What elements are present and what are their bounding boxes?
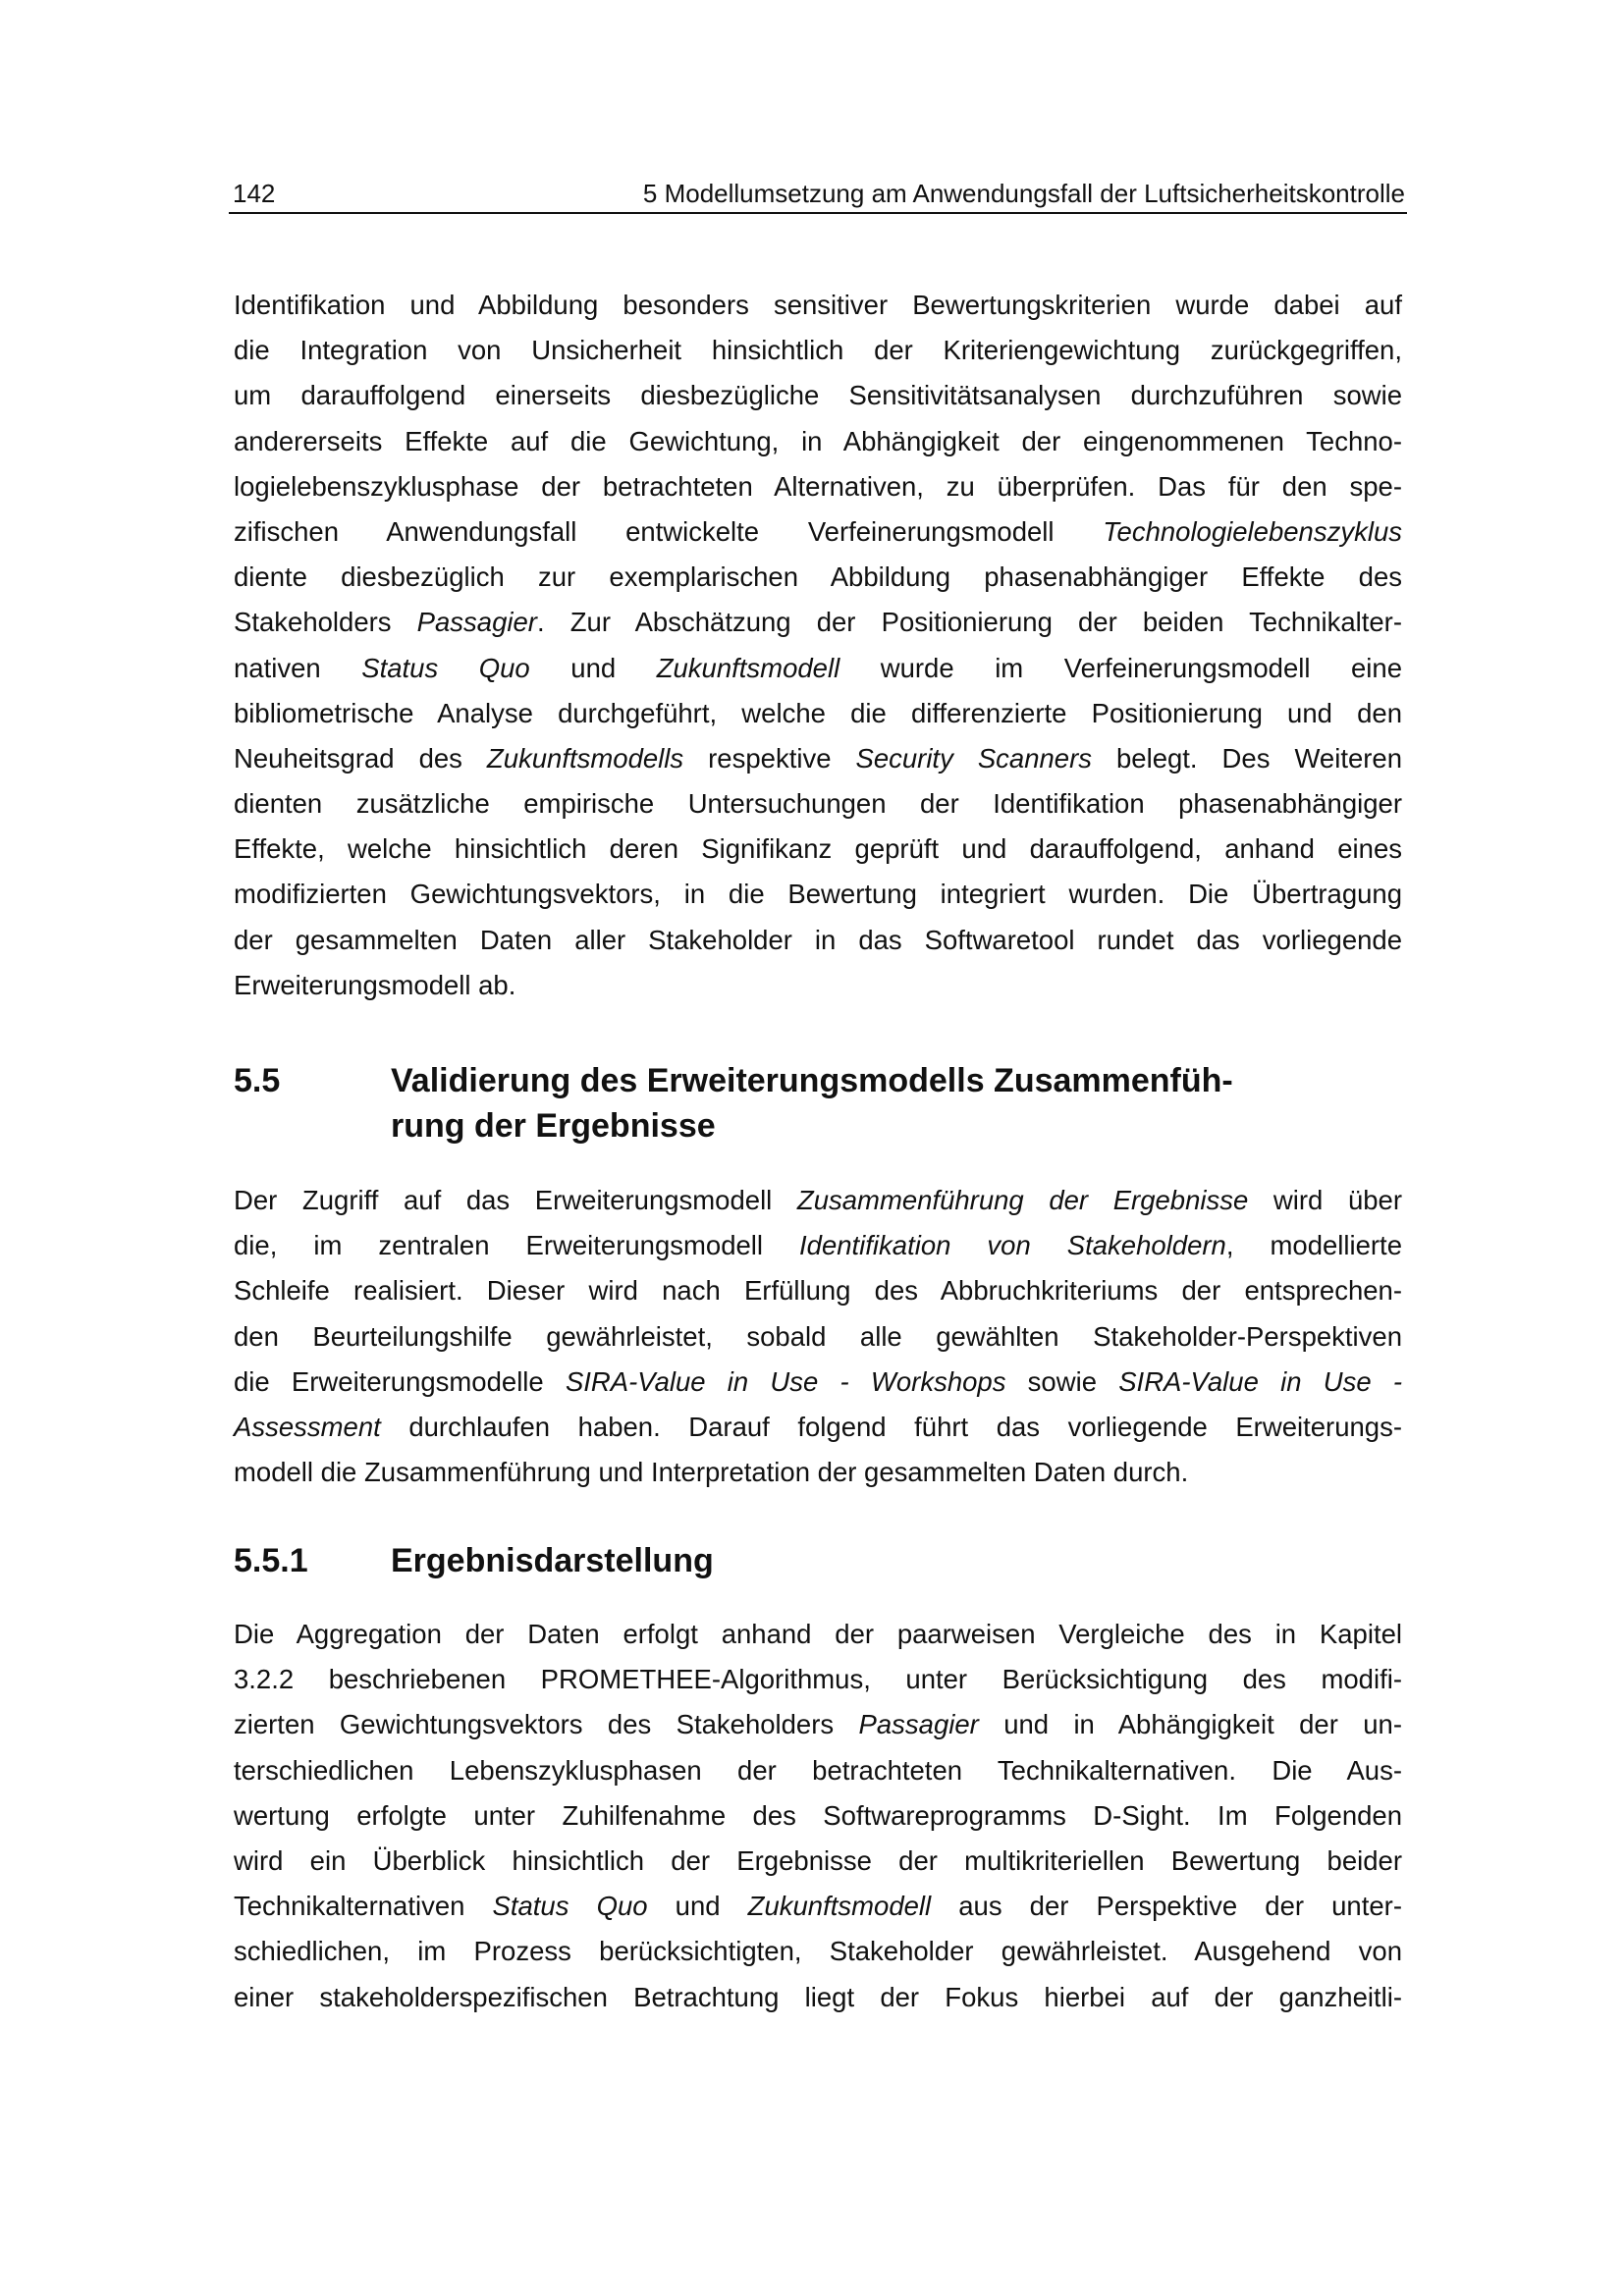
text-run: bibliometrische Analyse durchgeführt, welche die differenzierte Positionierung und den: [234, 697, 1402, 728]
section-number: 5.5: [234, 1062, 281, 1099]
text-run: respektive: [683, 742, 856, 774]
text-line: [234, 1748, 1402, 1793]
subsection-number: 5.5.1: [234, 1542, 308, 1579]
text-line: [234, 918, 1402, 963]
text-run: die Erweiterungsmodelle: [234, 1365, 566, 1397]
text-line: [234, 1405, 1402, 1450]
text-run: durchlaufen haben. Darauf folgend führt das vorliegende Erweiterungs-: [380, 1411, 1402, 1442]
italic-term: Status Quo: [361, 652, 530, 683]
text-run: dienten zusätzliche empirische Untersuchungen der Identifikation phasenabhängiger: [234, 788, 1402, 820]
text-line: [234, 691, 1402, 736]
text-run: wertung erfolgte unter Zuhilfenahme des Softwareprogramms D-Sight. Im Folgenden: [234, 1799, 1402, 1831]
section-heading-5-5: [234, 1058, 1402, 1148]
page-number: 142: [233, 179, 276, 208]
italic-term: SIRA-Value in Use -: [1118, 1365, 1402, 1397]
text-line: [234, 555, 1402, 600]
text-line: [234, 781, 1402, 827]
text-run: terschiedlichen Lebenszyklusphasen der betrachteten Technikalternativen. Die Aus-: [234, 1754, 1402, 1786]
text-run: Der Zugriff auf das Erweiterungsmodell: [234, 1185, 797, 1215]
text-run: wird über: [1248, 1185, 1402, 1215]
text-line: [234, 1975, 1402, 2020]
text-run: Erweiterungsmodell ab.: [234, 969, 516, 1000]
text-run: 3.2.2 beschriebenen PROMETHEE-Algorithmus, unter Berücksichtigung des modifi-: [234, 1664, 1402, 1695]
text-line: [234, 1702, 1402, 1747]
subsection-heading-5-5-1: [234, 1538, 1402, 1583]
text-run: Technikalternativen: [234, 1891, 493, 1922]
text-run: die, im zentralen Erweiterungsmodell: [234, 1230, 800, 1261]
italic-term: Assessment: [234, 1411, 381, 1442]
italic-term: Status Quo: [492, 1891, 648, 1922]
text-run: wurde im Verfeinerungsmodell eine: [839, 652, 1403, 683]
text-run: modell die Zusammenführung und Interpretation der gesammelten Daten durch.: [234, 1457, 1189, 1488]
text-run: zierten Gewichtungsvektors des Stakeholders: [234, 1709, 859, 1740]
text-run: einer stakeholderspezifischen Betrachtung liegt der Fokus hierbei auf der ganzheitli-: [234, 1981, 1402, 2012]
text-run: um darauffolgend einerseits diesbezügliche Sensitivitätsanalysen durchzuführen sowie: [234, 380, 1402, 411]
text-line: [234, 827, 1402, 872]
text-run: den Beurteilungshilfe gewährleistet, sobald alle gewählten Stakeholder-Perspektiven: [234, 1320, 1402, 1352]
text-run: andererseits Effekte auf die Gewichtung, in Abhängigkeit der eingenommenen Techno-: [234, 425, 1402, 456]
text-run: diente diesbezüglich zur exemplarischen Abbildung phasenabhängiger Effekte des: [234, 561, 1402, 593]
text-run: nativen: [234, 652, 362, 683]
text-line: [234, 1657, 1402, 1702]
text-line: [234, 373, 1402, 418]
text-run: aus der Perspektive der unter-: [931, 1891, 1402, 1922]
running-header: [229, 177, 1407, 214]
text-run: der gesammelten Daten aller Stakeholder in das Softwaretool rundet das vorliegende: [234, 924, 1402, 955]
text-run: Schleife realisiert. Dieser wird nach Erfüllung des Abbruchkriteriums der entsprechen-: [234, 1275, 1402, 1307]
text-line: [234, 328, 1402, 373]
text-run: und: [529, 652, 657, 683]
text-run: Stakeholders: [234, 607, 417, 638]
text-run: Identifikation und Abbildung besonders sensitiver Bewertungskriterien wurde dabei auf: [234, 290, 1402, 320]
text-run: , modellierte: [1225, 1230, 1402, 1261]
body-paragraph-3: [234, 1612, 1402, 2020]
text-line: [234, 1929, 1402, 1974]
italic-term: SIRA-Value in Use - Workshops: [565, 1365, 1006, 1397]
text-run: wird ein Überblick hinsichtlich der Ergebnisse der multikriteriellen Bewertung beider: [234, 1844, 1402, 1876]
text-line: [234, 1178, 1402, 1223]
italic-term: Passagier: [858, 1709, 979, 1740]
text-line: [234, 736, 1402, 781]
text-run: und: [647, 1891, 748, 1922]
text-line: [234, 1360, 1402, 1405]
text-run: logielebenszyklusphase der betrachteten Alternativen, zu überprüfen. Das für den spe-: [234, 470, 1402, 502]
text-line: [234, 963, 1402, 1008]
section-title-line-1: Validierung des Erweiterungsmodells Zusammenfüh-: [391, 1062, 1233, 1099]
italic-term: Security Scanners: [855, 742, 1092, 774]
text-line: [234, 419, 1402, 464]
text-line: [234, 872, 1402, 917]
italic-term: Zusammenführung der Ergebnisse: [796, 1185, 1249, 1215]
text-run: sowie: [1005, 1365, 1119, 1397]
italic-term: Zukunftsmodell: [747, 1891, 932, 1922]
body-paragraph-1: [234, 283, 1402, 1008]
text-line: [234, 464, 1402, 509]
text-run: und in Abhängigkeit der un-: [978, 1709, 1402, 1740]
text-line: [234, 600, 1402, 645]
text-run: die Integration von Unsicherheit hinsichtlich der Kriteriengewichtung zurückgegriffen,: [234, 335, 1402, 366]
text-run: modifizierten Gewichtungsvektors, in die Bewertung integriert wurden. Die Übertragung: [234, 879, 1402, 910]
text-line: [234, 1839, 1402, 1884]
text-line: [234, 1314, 1402, 1360]
text-run: . Zur Abschätzung der Positionierung der beiden Technikalter-: [536, 607, 1403, 638]
running-title: 5 Modellumsetzung am Anwendungsfall der Luftsicherheitskontrolle: [642, 179, 1405, 208]
text-run: Neuheitsgrad des: [234, 742, 487, 774]
text-line: [234, 1793, 1402, 1839]
text-run: Effekte, welche hinsichtlich deren Signifikanz geprüft und darauffolgend, anhand eines: [234, 833, 1402, 865]
subsection-title: Ergebnisdarstellung: [391, 1542, 714, 1579]
text-run: Die Aggregation der Daten erfolgt anhand der paarweisen Vergleiche des in Kapitel: [234, 1619, 1402, 1649]
section-title-line-2: rung der Ergebnisse: [391, 1107, 716, 1145]
text-line: [234, 1884, 1402, 1929]
text-line: [234, 1223, 1402, 1268]
body-paragraph-2: [234, 1178, 1402, 1495]
italic-term: Zukunftsmodells: [486, 742, 684, 774]
text-line: [234, 283, 1402, 328]
text-line: [234, 646, 1402, 691]
text-line: [234, 1450, 1402, 1495]
italic-term: Identifikation von Stakeholdern: [799, 1230, 1226, 1261]
text-run: belegt. Des Weiteren: [1092, 742, 1403, 774]
text-run: zifischen Anwendungsfall entwickelte Verfeinerungsmodell: [234, 515, 1104, 547]
italic-term: Passagier: [416, 607, 537, 638]
italic-term: Technologielebenszyklus: [1103, 515, 1402, 547]
text-line: [234, 1612, 1402, 1657]
text-line: [234, 1268, 1402, 1313]
italic-term: Zukunftsmodell: [656, 652, 840, 683]
text-line: [234, 509, 1402, 555]
text-run: schiedlichen, im Prozess berücksichtigten, Stakeholder gewährleistet. Ausgehend von: [234, 1936, 1402, 1967]
